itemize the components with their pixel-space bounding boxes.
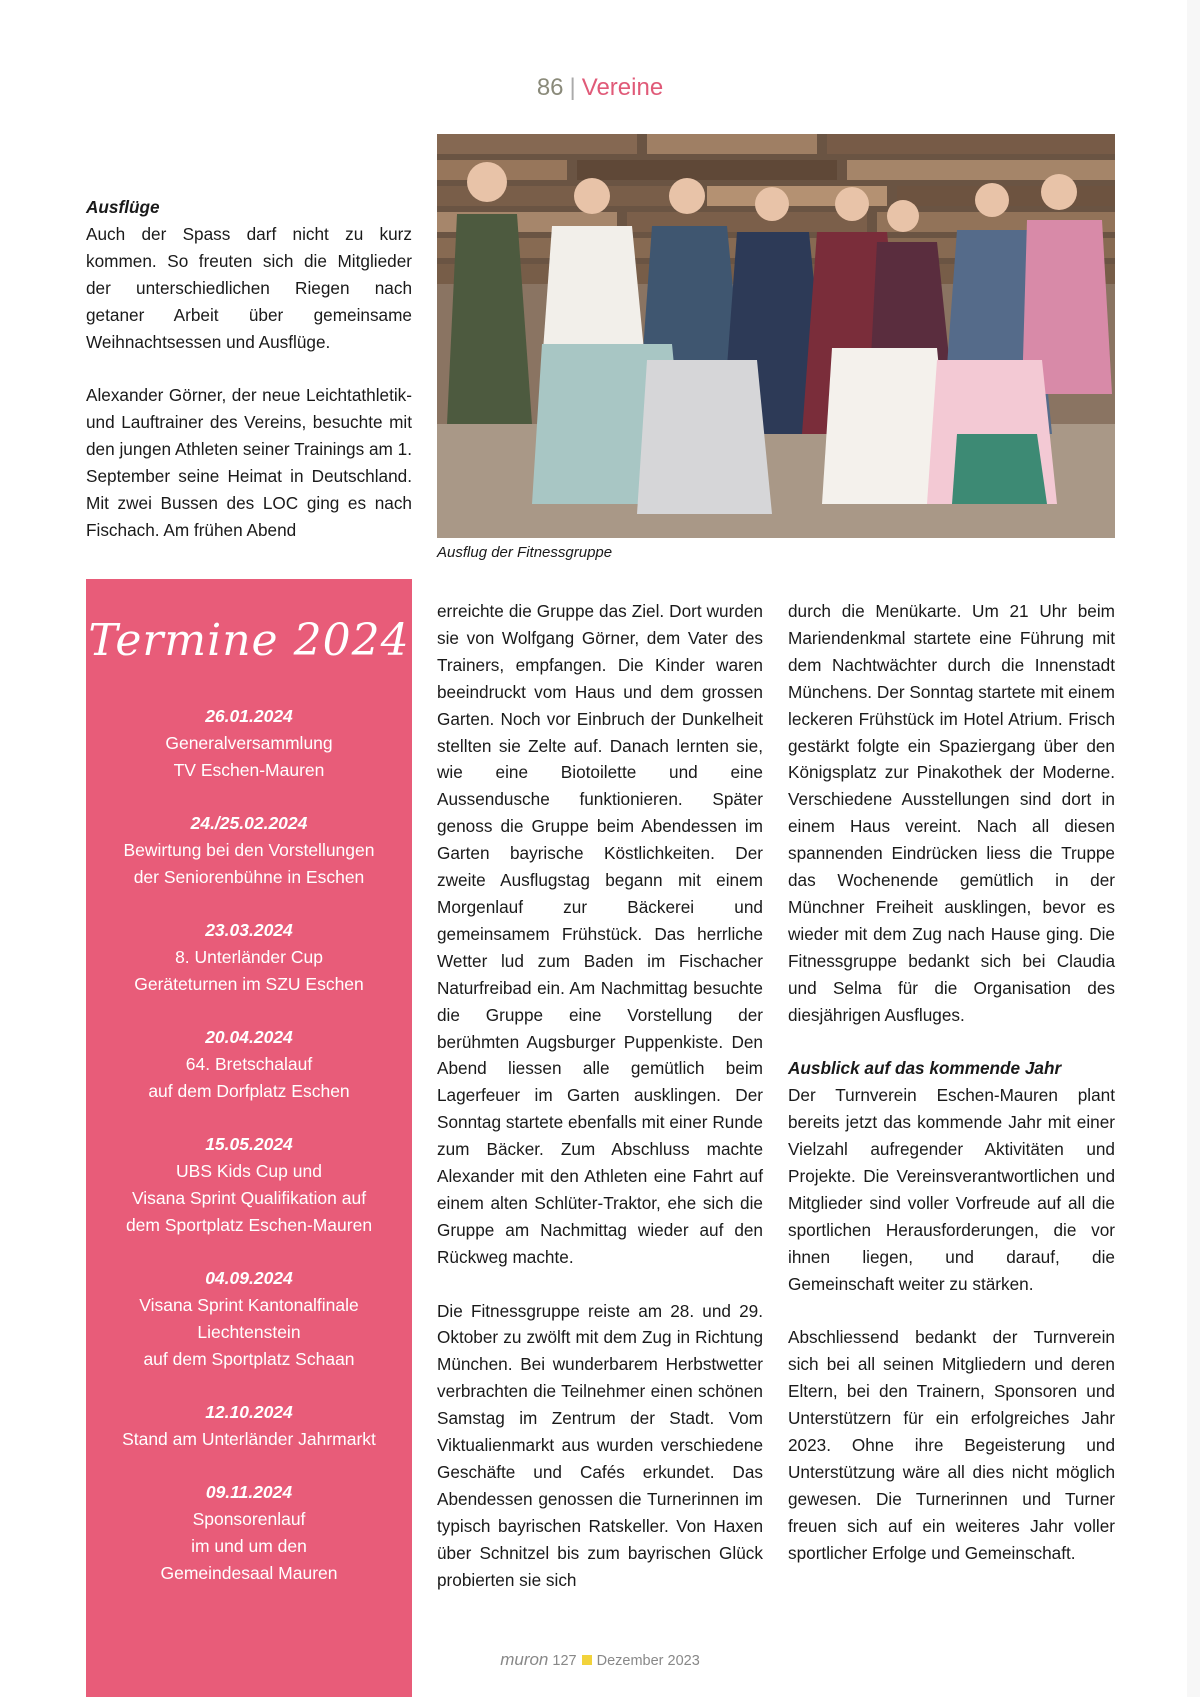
termine-box	[86, 579, 412, 1697]
footer-issue: 127	[552, 1653, 577, 1669]
intro-paragraph-1: Auch der Spass darf nicht zu kurz kommen. So freuten sich die Mitglieder der unterschiedlichen Riegen nach getaner Arbeit über gemeinsame Weihnachtsessen und Ausflüge.	[86, 223, 412, 352]
event-line: Visana Sprint Kantonalfinale	[139, 1295, 359, 1315]
footer-brand: muron	[500, 1650, 549, 1669]
right-paragraph-1: durch die Menükarte. Um 21 Uhr beim Mariendenkmal startete eine Führung mit dem Nachtwächter durch die Innenstadt Münchens. Der Sonntag startete mit einem leckeren Frühstück im Hotel Atrium. Frisch gestärkt folgte ein Spaziergang über den Königsplatz zur Pinakothek der Moderne. Verschiedene Ausstellungen sind dort in einem Haus vereint. Nach all diesen spannenden Eindrücken liess die Truppe das Wochenende gemütlich in der Münchner Freiheit ausklingen, bevor es wieder mit dem Zug nach Hause ging. Die Fitnessgruppe bedankt sich bei Claudia und Selma für die Organisation des diesjährigen Ausfluges.	[788, 601, 1115, 1025]
event-line: UBS Kids Cup und	[176, 1161, 322, 1181]
event-date: 26.01.2024	[205, 706, 293, 726]
event-line: dem Sportplatz Eschen-Mauren	[125, 1215, 373, 1235]
left-intro-column	[86, 194, 412, 571]
right-paragraph-2: Der Turnverein Eschen-Mauren plant bereits jetzt das kommende Jahr mit einer Vielzahl aufregender Aktivitäten und Projekte. Die Vereinsverantwortlichen und Mitglieder sind voller Vorfreude auf all die sportlichen Herausforderungen, die vor ihnen liegen, und darauf, die Gemeinschaft weiter zu stärken.	[788, 1085, 1115, 1294]
event-line: Stand am Unterländer Jahrmarkt	[122, 1429, 376, 1449]
event-date: 09.11.2024	[205, 1482, 293, 1502]
group-photo-illustration	[437, 134, 1115, 538]
event-date: 20.04.2024	[205, 1027, 293, 1047]
middle-column	[437, 598, 763, 1620]
ausfluege-heading: Ausflüge	[86, 197, 160, 217]
page-number: 86	[536, 74, 564, 101]
ausblick-heading: Ausblick auf das kommende Jahr	[788, 1058, 1062, 1079]
middle-paragraph-2: Die Fitnessgruppe reiste am 28. und 29. Oktober zu zwölft mit dem Zug in Richtung München. Bei wunderbarem Herbstwetter verbrachten die Teilnehmer einen schönen Samstag im Zentrum der Stadt. Vom Viktualienmarkt aus wurden verschiedene Geschäfte und Cafés erkundet. Das Abendessen genossen die Turnerinnen im typisch bayrischen Ratskeller. Von Haxen über Schnitzel bis zum bayrischen Glück probierten sie sich	[437, 1300, 763, 1590]
group-photo	[437, 134, 1115, 538]
event-date: 12.10.2024	[205, 1402, 293, 1422]
event-line: auf dem Dorfplatz Eschen	[148, 1081, 350, 1101]
footer-square-icon	[582, 1655, 592, 1665]
footer-date: Dezember 2023	[596, 1653, 700, 1669]
termine-event	[86, 810, 412, 891]
intro-paragraph-2: Alexander Görner, der neue Leichtathletik- und Lauftrainer des Vereins, besuchte mit den jungen Athleten seiner Trainings am 1. September seine Heimat in Deutschland. Mit zwei Bussen des LOC ging es nach Fischach. Am frühen Abend	[86, 385, 412, 540]
page-footer	[0, 1650, 1200, 1670]
termine-event	[86, 1024, 412, 1105]
event-line: im und um den	[191, 1536, 307, 1556]
event-line: 8. Unterländer Cup	[175, 947, 323, 967]
event-date: 15.05.2024	[205, 1134, 293, 1154]
event-line: TV Eschen-Mauren	[173, 760, 325, 780]
page-header	[0, 74, 1200, 102]
page-edge	[1187, 0, 1200, 1697]
event-line: Generalversammlung	[165, 733, 333, 753]
event-line: Geräteturnen im SZU Eschen	[134, 974, 364, 994]
section-title: Vereine	[581, 74, 664, 101]
event-line: Liechtenstein	[197, 1322, 301, 1342]
right-column	[788, 598, 1115, 1593]
event-date: 04.09.2024	[205, 1268, 293, 1288]
event-line: Gemeindesaal Mauren	[160, 1563, 338, 1583]
right-paragraph-3: Abschliessend bedankt der Turnverein sich bei all seinen Mitgliedern und deren Eltern, bei den Trainern, Sponsoren und Unterstützern für ein erfolgreiches Jahr 2023. Ohne ihre Begeisterung und Unterstützung wäre all dies nicht möglich gewesen. Die Turnerinnen und Turner freuen sich auf ein weiteres Jahr voller sportlicher Erfolge und Gemeinschaft.	[788, 1327, 1115, 1563]
photo-caption: Ausflug der Fitnessgruppe	[437, 544, 613, 561]
termine-event	[86, 917, 412, 998]
event-line: der Seniorenbühne in Eschen	[133, 867, 365, 887]
event-date: 23.03.2024	[205, 920, 293, 940]
termine-event	[86, 703, 412, 784]
event-date: 24./25.02.2024	[190, 813, 308, 833]
termine-event	[86, 1131, 412, 1239]
event-line: auf dem Sportplatz Schaan	[143, 1349, 355, 1369]
middle-paragraph-1: erreichte die Gruppe das Ziel. Dort wurden sie von Wolfgang Görner, dem Vater des Trainers, empfangen. Die Kinder waren beeindruckt vom Haus und dem grossen Garten. Noch vor Einbruch der Dunkelheit stellten sie Zelte auf. Danach lernten sie, wie eine Biotoilette und eine Aussendusche funktionieren. Später genoss die Gruppe beim Abendessen im Garten bayrische Köstlichkeiten. Der zweite Ausflugstag begann mit einem Morgenlauf zur Bäckerei und gemeinsamem Frühstück. Das herrliche Wetter lud zum Baden im Fischacher Naturfreibad ein. Am Nachmittag besuchte die Gruppe eine Vorstellung der berühmten Augsburger Puppenkiste. Den Abend liessen alle gemütlich beim Lagerfeuer im Garten ausklingen. Der Sonntag startete ebenfalls mit einer Runde zum Bäcker. Zum Abschluss machte Alexander mit den Athleten eine Fahrt auf einem alten Schlüter-Traktor, ehe sich die Gruppe am Nachmittag wieder auf den Rückweg machte.	[437, 601, 763, 1267]
termine-title: Termine 2024	[88, 615, 410, 666]
event-line: 64. Bretschalauf	[185, 1054, 313, 1074]
termine-event	[86, 1399, 412, 1453]
event-line: Visana Sprint Qualifikation auf	[131, 1188, 367, 1208]
termine-event	[86, 1265, 412, 1373]
event-line: Bewirtung bei den Vorstellungen	[123, 840, 375, 860]
header-separator: |	[569, 74, 576, 101]
termine-event	[86, 1479, 412, 1587]
event-line: Sponsorenlauf	[192, 1509, 306, 1529]
